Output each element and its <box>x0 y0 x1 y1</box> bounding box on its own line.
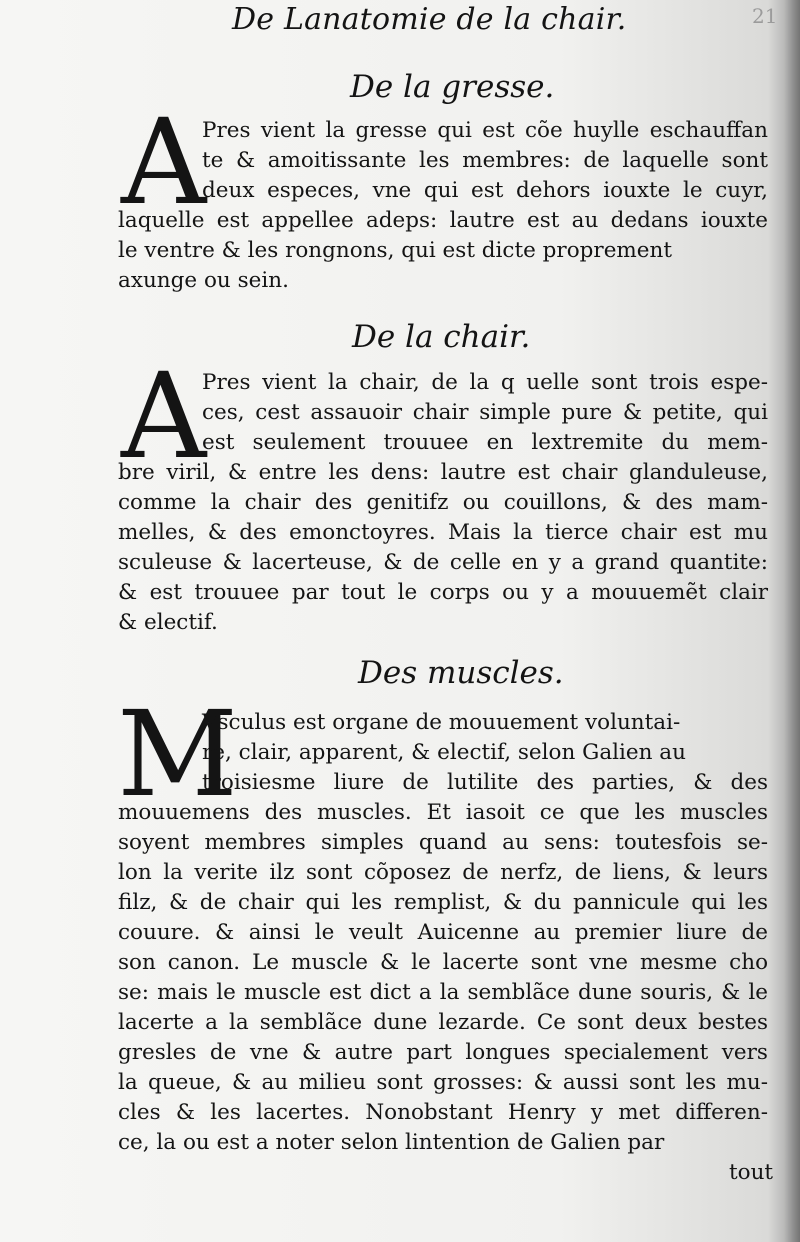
text-line: soyent membres simples quand au sens: toutesfois se- <box>118 830 768 855</box>
text-line: comme la chair des genitifz ou couillons, & des mam- <box>118 490 769 515</box>
text-line: laquelle est appellee adeps: lautre est au dedans iouxte <box>118 208 768 233</box>
catchword: tout <box>729 1160 774 1185</box>
section-heading-muscles: Des muscles. <box>358 655 564 691</box>
drop-cap-a-chair: A <box>121 347 207 485</box>
text-line: sculeuse & lacerteuse, & de celle en y a grand quantite: <box>118 550 769 575</box>
text-line: & electif. <box>118 610 218 635</box>
text-line: ces, cest assauoir chair simple pure & petite, qui <box>202 400 768 425</box>
text-line: lon la verite ilz sont cõposez de nerfz, de liens, & leurs <box>118 860 768 885</box>
page-edge-shadow <box>784 0 800 1242</box>
text-line: filz, & de chair qui les remplist, & du pannicule qui les <box>118 890 768 915</box>
text-line: est seulement trouuee en lextremite du mem- <box>202 430 769 455</box>
text-line: re, clair, apparent, & electif, selon Galien au <box>202 740 686 765</box>
text-line: couure. & ainsi le veult Auicenne au premier liure de <box>118 920 768 945</box>
text-line: se: mais le muscle est dict a la semblãce dune souris, & le <box>118 980 768 1005</box>
drop-cap-a-gresse: A <box>121 93 207 231</box>
paragraph-chair <box>118 347 769 638</box>
running-head: De Lanatomie de la chair. <box>232 2 627 37</box>
text-line: cles & les lacertes. Nonobstant Henry y met differen- <box>118 1100 768 1125</box>
text-line: mouuemens des muscles. Et iasoit ce que les muscles <box>118 800 768 825</box>
text-line: te & amoitissante les membres: de laquelle sont <box>202 148 768 173</box>
text-line: Vsculus est organe de mouuement voluntai- <box>202 710 681 735</box>
text-line: Pres vient la gresse qui est cõe huylle eschauffan <box>202 118 768 143</box>
text-line: bre viril, & entre les dens: lautre est chair glanduleuse, <box>118 460 768 485</box>
section-heading-gresse: De la gresse. <box>350 69 555 105</box>
page-number: 21 <box>752 4 778 28</box>
text-line: le ventre & les rongnons, qui est dicte proprement <box>118 238 673 263</box>
text-line: lacerte a la semblãce dune lezarde. Ce sont deux bestes <box>118 1010 769 1035</box>
text-line: son canon. Le muscle & le lacerte sont vne mesme cho <box>118 950 769 975</box>
text-line: ce, la ou est a noter selon lintention de Galien par <box>118 1130 665 1155</box>
text-line: Pres vient la chair, de la q uelle sont trois espe- <box>202 370 769 395</box>
text-line: troisiesme liure de lutilite des parties, & des <box>202 770 768 795</box>
paragraph-gresse <box>118 116 768 296</box>
section-heading-chair: De la chair. <box>352 319 531 355</box>
text-line: & est trouuee par tout le corps ou y a mouuemẽt clair <box>118 580 769 605</box>
drop-cap-m-muscles: M <box>117 685 238 823</box>
text-line: gresles de vne & autre part longues specialement vers <box>118 1040 768 1065</box>
text-line: la queue, & au milieu sont grosses: & aussi sont les mu- <box>118 1070 769 1095</box>
text-line: deux especes, vne qui est dehors iouxte le cuyr, <box>202 178 768 203</box>
text-line: melles, & des emonctoyres. Mais la tierce chair est mu <box>118 520 768 545</box>
paragraph-muscles <box>118 708 774 1188</box>
text-line: axunge ou sein. <box>118 268 289 293</box>
